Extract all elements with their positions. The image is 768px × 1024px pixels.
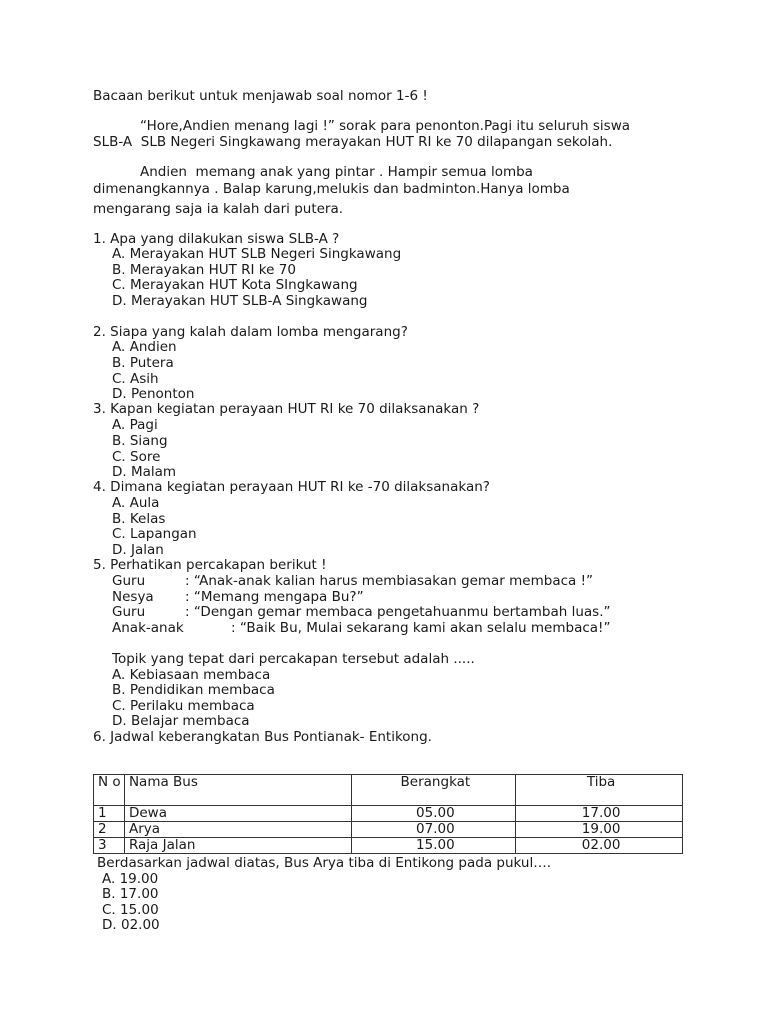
dialog-speaker-2: Nesya xyxy=(112,589,154,605)
question-5: 5. Perhatikan percakapan berikut ! xyxy=(93,557,327,573)
q4-option-b: B. Kelas xyxy=(112,511,166,527)
q1-option-b: B. Merayakan HUT RI ke 70 xyxy=(112,262,296,278)
q5-prompt: Topik yang tepat dari percakapan tersebut adalah ..... xyxy=(112,651,475,667)
row-2-tiba: 19.00 xyxy=(516,822,683,838)
intro-line: Bacaan berikut untuk menjawab soal nomor 1-6 ! xyxy=(93,88,428,104)
q5-option-a: A. Kebiasaan membaca xyxy=(112,667,271,683)
q4-option-c: C. Lapangan xyxy=(112,526,197,542)
schedule-header-row xyxy=(94,775,683,806)
paragraph-2-line-2: dimenangkannya . Balap karung,melukis dan badminton.Hanya lomba xyxy=(93,181,570,197)
q6-prompt: Berdasarkan jadwal diatas, Bus Arya tiba di Entikong pada pukul…. xyxy=(97,855,552,871)
row-1-tiba: 17.00 xyxy=(516,806,683,822)
q3-option-c: C. Sore xyxy=(112,449,161,465)
q5-option-c: C. Perilaku membaca xyxy=(112,698,255,714)
q2-option-b: B. Putera xyxy=(112,355,174,371)
paragraph-1-line-2: SLB-A SLB Negeri Singkawang merayakan HUT RI ke 70 dilapangan sekolah. xyxy=(93,134,613,150)
schedule-table xyxy=(93,774,683,854)
paragraph-2-line-3: mengarang saja ia kalah dari putera. xyxy=(93,201,344,217)
q2-option-d: D. Penonton xyxy=(112,386,195,402)
q5-option-d: D. Belajar membaca xyxy=(112,713,250,729)
header-nama-bus: Nama Bus xyxy=(124,775,351,806)
header-no: N o xyxy=(94,775,125,806)
dialog-line-1 xyxy=(112,573,593,589)
table-row xyxy=(94,838,683,854)
q3-option-b: B. Siang xyxy=(112,433,168,449)
row-2-bus: Arya xyxy=(124,822,351,838)
q3-option-a: A. Pagi xyxy=(112,417,158,433)
q6-option-b: B. 17.00 xyxy=(102,886,159,902)
q6-option-d: D. 02.00 xyxy=(102,917,160,933)
q2-option-c: C. Asih xyxy=(112,371,159,387)
dialog-text-4: : “Baik Bu, Mulai sekarang kami akan selalu membaca!” xyxy=(231,620,611,636)
q2-option-a: A. Andien xyxy=(112,339,177,355)
header-berangkat: Berangkat xyxy=(351,775,516,806)
q4-option-d: D. Jalan xyxy=(112,542,164,558)
q6-option-a: A. 19.00 xyxy=(102,871,159,887)
row-3-no: 3 xyxy=(94,838,125,854)
paragraph-2-line-1: Andien memang anak yang pintar . Hampir semua lomba xyxy=(140,164,533,180)
dialog-text-1: : “Anak-anak kalian harus membiasakan gemar membaca !” xyxy=(185,573,593,589)
paragraph-1-line-1: “Hore,Andien menang lagi !” sorak para penonton.Pagi itu seluruh siswa xyxy=(140,118,631,134)
row-1-no: 1 xyxy=(94,806,125,822)
dialog-text-2: : “Memang mengapa Bu?” xyxy=(185,589,364,605)
dialog-speaker-1: Guru xyxy=(112,573,146,589)
table-row xyxy=(94,806,683,822)
table-row xyxy=(94,822,683,838)
dialog-text-3: : “Dengan gemar membaca pengetahuanmu bertambah luas.” xyxy=(185,604,611,620)
q1-option-d: D. Merayakan HUT SLB-A Singkawang xyxy=(112,293,368,309)
question-6: 6. Jadwal keberangkatan Bus Pontianak- Entikong. xyxy=(93,729,432,745)
row-2-no: 2 xyxy=(94,822,125,838)
q4-option-a: A. Aula xyxy=(112,495,160,511)
question-2: 2. Siapa yang kalah dalam lomba mengarang? xyxy=(93,324,408,340)
row-2-berangkat: 07.00 xyxy=(351,822,516,838)
question-1: 1. Apa yang dilakukan siswa SLB-A ? xyxy=(93,231,340,247)
dialog-speaker-3: Guru xyxy=(112,604,146,620)
q5-option-b: B. Pendidikan membaca xyxy=(112,682,275,698)
q1-option-c: C. Merayakan HUT Kota SIngkawang xyxy=(112,277,358,293)
question-3: 3. Kapan kegiatan perayaan HUT RI ke 70 dilaksanakan ? xyxy=(93,401,480,417)
dialog-line-3 xyxy=(112,604,610,620)
row-1-berangkat: 05.00 xyxy=(351,806,516,822)
row-1-bus: Dewa xyxy=(124,806,351,822)
q1-option-a: A. Merayakan HUT SLB Negeri Singkawang xyxy=(112,246,402,262)
row-3-tiba: 02.00 xyxy=(516,838,683,854)
q3-option-d: D. Malam xyxy=(112,464,177,480)
dialog-speaker-4: Anak-anak xyxy=(112,620,184,636)
dialog-line-2 xyxy=(112,589,364,605)
header-tiba: Tiba xyxy=(516,775,683,806)
dialog-line-4 xyxy=(112,620,610,636)
question-4: 4. Dimana kegiatan perayaan HUT RI ke -70 dilaksanakan? xyxy=(93,479,490,495)
q6-option-c: C. 15.00 xyxy=(102,902,159,918)
row-3-berangkat: 15.00 xyxy=(351,838,516,854)
row-3-bus: Raja Jalan xyxy=(124,838,351,854)
